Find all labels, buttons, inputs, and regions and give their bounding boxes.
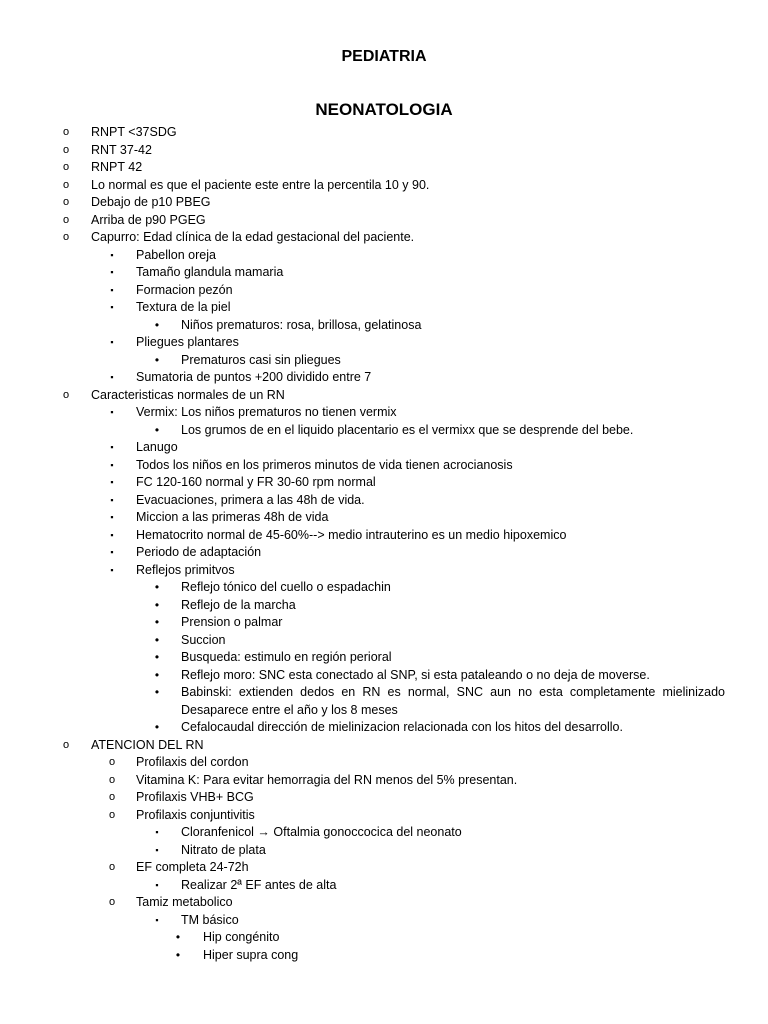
list-item-text: Sumatoria de puntos +200 dividido entre 7 [136,370,372,384]
bullet-marker: o [62,231,70,243]
bullet-marker: ▪ [155,827,159,837]
list-item-text: Vitamina K: Para evitar hemorragia del RN menos del 5% presentan. [136,772,518,787]
bullet-marker: ▪ [110,494,114,505]
list-item-text: Miccion a las primeras 48h de vida [136,510,329,524]
bullet-marker: • [154,632,160,647]
list-item [0,317,768,335]
bullet-marker: ▪ [110,442,114,452]
bullet-marker: o [108,896,116,908]
bullet-marker: o [108,808,116,821]
list-item-text: Profilaxis VHB+ BCG [136,790,254,804]
list-item [0,754,768,772]
list-item-text: Babinski: extienden dedos en RN es normal, SNC aun no esta completamente mielinizado Desaparece entre el año y los 8 meses [181,685,725,717]
list-item-text: RNT 37-42 [91,142,152,157]
list-item-text: Pabellon oreja [136,247,216,262]
list-item [0,562,768,580]
bullet-marker: o [62,196,70,208]
bullet-marker: o [108,756,116,768]
bullet-marker: o [62,213,70,226]
list-item [0,772,768,790]
list-item [0,789,768,807]
list-item-text: Reflejo moro: SNC esta conectado al SNP, si esta pataleando o no deja de moverse. [181,667,650,682]
bullet-marker: ▪ [110,512,114,522]
document-title: PEDIATRIA [341,48,427,65]
bullet-marker: • [154,580,160,594]
list-item [0,929,768,947]
list-item-text: RNPT <37SDG [91,125,177,139]
list-item-text: Reflejos primitvos [136,562,235,577]
list-item-text: Succion [181,632,226,647]
list-item [0,457,768,475]
list-item-text: Caracteristicas normales de un RN [91,387,285,402]
bullet-marker: ▪ [155,879,159,890]
list-item [0,212,768,230]
list-item-text: Arriba de p90 PGEG [91,212,206,227]
list-item [0,492,768,510]
list-item-text: EF completa 24-72h [136,860,249,874]
list-item-text: Realizar 2ª EF antes de alta [181,877,337,892]
list-item [0,684,768,719]
list-item [0,474,768,492]
list-item [0,912,768,930]
bullet-marker: ▪ [110,564,114,575]
list-item-text: Profilaxis del cordon [136,755,249,769]
bullet-marker: ▪ [110,284,114,295]
list-item [0,719,768,737]
bullet-marker: ▪ [110,249,114,260]
list-item [0,247,768,265]
list-item-text: Reflejo de la marcha [181,597,296,612]
list-item-text: TM básico [181,912,239,927]
bullet-marker: • [154,317,160,332]
list-item-text: FC 120-160 normal y FR 30-60 rpm normal [136,475,376,489]
list-item [0,667,768,685]
bullet-marker: ▪ [110,529,114,540]
bullet-marker: o [108,791,116,803]
list-item [0,299,768,317]
list-item [0,579,768,597]
list-item [0,649,768,667]
bullet-marker: ▪ [110,267,114,277]
list-item [0,177,768,195]
list-item-text: Pliegues plantares [136,335,239,349]
list-item [0,124,768,142]
bullet-marker: • [175,930,181,944]
list-item-text: Tamaño glandula mamaria [136,265,284,279]
list-item [0,422,768,440]
bullet-marker: o [62,388,70,401]
bullet-marker: o [108,861,116,873]
list-item [0,229,768,247]
bullet-marker: • [154,352,160,367]
list-item [0,824,768,842]
list-item [0,859,768,877]
list-item-text: RNPT 42 [91,160,143,174]
list-item-text: Periodo de adaptación [136,545,262,559]
list-item-text: Prematuros casi sin pliegues [181,352,341,367]
list-item-text: Textura de la piel [136,300,231,314]
list-item-text: Hematocrito normal de 45-60%--> medio intrauterino es un medio hipoxemico [136,527,567,542]
list-item-text: Tamiz metabolico [136,895,233,909]
bullet-marker: o [62,143,70,156]
list-item [0,544,768,562]
list-item-text: Reflejo tónico del cuello o espadachin [181,580,391,594]
list-item-text: Niños prematuros: rosa, brillosa, gelatinosa [181,317,422,332]
list-item [0,142,768,160]
bullet-marker: o [62,161,70,173]
list-item [0,439,768,457]
bullet-marker: • [154,685,160,699]
list-item [0,877,768,895]
list-item-text: Evacuaciones, primera a las 48h de vida. [136,492,365,507]
list-item-text: Debajo de p10 PBEG [91,195,211,209]
bullet-marker: ▪ [110,337,114,347]
list-item-text: Formacion pezón [136,282,233,297]
list-item [0,597,768,615]
bullet-marker: • [154,650,160,664]
bullet-marker: o [108,773,116,786]
list-item [0,264,768,282]
bullet-marker: ▪ [110,407,114,417]
bullet-marker: ▪ [110,459,114,470]
list-item [0,387,768,405]
list-item-text: Busqueda: estimulo en región perioral [181,650,392,664]
list-item-text: Cloranfenicol → Oftalmia gonoccocica del neonato [181,825,462,839]
list-item [0,632,768,650]
list-item-text: Hiper supra cong [203,947,299,962]
bullet-marker: • [175,947,181,962]
list-item-text: ATENCION DEL RN [91,737,204,752]
bullet-marker: • [154,667,160,682]
section-title: NEONATOLOGIA [315,100,453,119]
bullet-marker: ▪ [155,844,159,855]
list-item-text: Todos los niños en los primeros minutos de vida tienen acrocianosis [136,457,513,472]
list-item-text: Los grumos de en el liquido placentario es el vermixx que se desprende del bebe. [181,422,634,437]
list-item [0,352,768,370]
list-item [0,894,768,912]
list-item [0,947,768,965]
list-item [0,282,768,300]
list-item [0,404,768,422]
list-item-text: Vermix: Los niños prematuros no tienen vermix [136,405,397,419]
list-item-text: Profilaxis conjuntivitis [136,807,255,822]
list-item [0,807,768,825]
list-item-text: Lo normal es que el paciente este entre la percentila 10 y 90. [91,177,430,192]
bullet-marker: ▪ [110,547,114,557]
list-item [0,737,768,755]
list-item-text: Nitrato de plata [181,842,266,857]
bullet-marker: • [154,597,160,612]
list-item [0,614,768,632]
list-item [0,334,768,352]
bullet-marker: o [62,126,70,138]
bullet-marker: o [62,178,70,191]
bullet-marker: • [154,720,160,734]
list-item [0,509,768,527]
bullet-marker: • [154,422,160,437]
list-item-text: Prension o palmar [181,615,283,629]
list-item [0,842,768,860]
list-item [0,369,768,387]
bullet-marker: ▪ [155,914,159,925]
bullet-marker: o [62,738,70,751]
list-item [0,194,768,212]
list-item-text: Hip congénito [203,930,280,944]
list-item-text: Lanugo [136,440,178,454]
bullet-marker: ▪ [110,372,114,382]
list-item [0,159,768,177]
bullet-marker: ▪ [110,477,114,487]
list-item-text: Cefalocaudal dirección de mielinizacion relacionada con los hitos del desarrollo. [181,720,623,734]
bullet-marker: • [154,615,160,629]
bullet-marker: ▪ [110,302,114,312]
outline-list [0,124,768,964]
list-item-text: Capurro: Edad clínica de la edad gestacional del paciente. [91,230,415,244]
list-item [0,527,768,545]
